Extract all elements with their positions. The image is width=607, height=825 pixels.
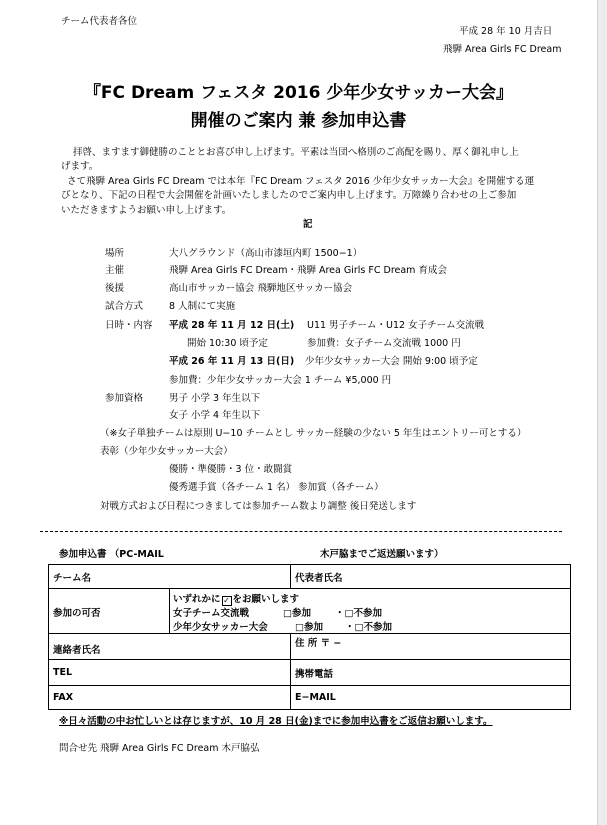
fax-label: FAX — [53, 692, 74, 703]
intro-line: びとなり、下記の日程で大会開催を計画いたしましたのでご案内申し上げます。万障繰り合わせの上ご参加 — [61, 190, 517, 201]
tel-label: TEL — [53, 667, 73, 678]
schedule-label: 日時・内容 — [105, 320, 153, 331]
email-field[interactable] — [291, 686, 571, 710]
document-subtitle: 開催のご案内 兼 参加申込書 — [190, 111, 407, 131]
tournament-label: 少年少女サッカー大会 — [173, 622, 268, 633]
rep-name-label: 代表者氏名 — [295, 572, 343, 584]
participation-label: 参加の可否 — [53, 608, 101, 619]
day2-fee: 参加費：少年少女サッカー大会 1 チーム ¥5,000 円 — [169, 375, 392, 386]
form-heading-return: 木戸脇までご返送願います） — [320, 549, 444, 560]
place-value: 大八グラウンド（高山市漆垣内町 1500−1） — [169, 248, 363, 259]
support-label: 後援 — [105, 283, 125, 294]
tournament-decline-checkbox[interactable]: ・□不参加 — [345, 622, 392, 633]
intro-line: いただきますようお願い申し上げます。 — [61, 205, 232, 216]
qualification-boys: 男子 小学 3 年生以下 — [169, 393, 261, 404]
fax-field[interactable] — [49, 686, 291, 710]
day1-start: 開始 10:30 頃予定 — [187, 338, 268, 349]
qualification-girls: 女子 小学 4 年生以下 — [169, 410, 261, 421]
team-name-label: チーム名 — [53, 572, 92, 584]
ki-mark: 記 — [303, 219, 313, 230]
inquiry-contact: 問合せ先 飛騨 Area Girls FC Dream 木戸脇弘 — [59, 743, 260, 754]
support-value: 高山市サッカー協会 飛騨地区サッカー協会 — [169, 283, 353, 294]
contact-name-field[interactable] — [49, 634, 291, 660]
award-label: 表彰（少年少女サッカー大会） — [100, 446, 233, 457]
email-label: E−MAIL — [295, 692, 336, 703]
format-label: 試合方式 — [105, 301, 144, 312]
intro-line: 拝啓、ますます御健勝のこととお喜び申し上げます。平素は当団へ格別のご高配を賜り、厚く御礼申し上 — [73, 147, 519, 158]
cut-line — [40, 531, 562, 532]
girls-match-decline-checkbox[interactable]: ・□不参加 — [335, 608, 382, 619]
girls-match-label: 女子チーム交流戦 — [173, 608, 250, 619]
tel-field[interactable] — [49, 660, 291, 686]
mobile-field[interactable] — [291, 660, 571, 686]
qualification-note: （※女子単独チームは原則 U−10 チームとし サッカー経験の少ない 5 年生はエントリー可とする） — [100, 428, 527, 439]
window-edge — [598, 0, 607, 825]
day1-content: U11 男子チーム・U12 女子チーム交流戦 — [307, 320, 485, 331]
check-box-icon: ✓ — [223, 596, 230, 605]
participation-row — [49, 589, 571, 634]
application-form — [48, 564, 571, 710]
issue-date: 平成 28 年 10 月吉日 — [459, 26, 553, 37]
address-label: 住 所 〒 − — [295, 638, 342, 649]
rep-name-field[interactable] — [291, 565, 571, 589]
addressee: チーム代表者各位 — [61, 16, 138, 27]
girls-match-attend-checkbox[interactable]: □参加 — [283, 608, 311, 619]
team-name-field[interactable] — [49, 565, 291, 589]
form-heading: 参加申込書 （PC-MAIL — [59, 549, 164, 560]
intro-line: さて飛騨 Area Girls FC Dream では本年『FC Dream フェスタ 2016 少年少女サッカー大会』を開催する運 — [67, 176, 535, 187]
intro-line: げます。 — [61, 161, 99, 172]
select-note: いずれかに ✓ をお願いします — [173, 594, 300, 605]
address-field[interactable] — [291, 634, 571, 660]
host-value: 飛騨 Area Girls FC Dream・飛騨 Area Girls FC Dream 育成会 — [169, 265, 447, 276]
mobile-label: 携帯電話 — [295, 668, 334, 680]
tournament-attend-checkbox[interactable]: □参加 — [295, 622, 323, 633]
deadline-note: ※日々活動の中お忙しいとは存じますが、10 月 28 日(金)までに参加申込書をご返信お願いします。 — [59, 716, 493, 727]
participation-divider — [169, 589, 170, 633]
award-line: 優勝・準優勝・3 位・敢闘賞 — [169, 464, 293, 475]
qualification-label: 参加資格 — [105, 393, 144, 404]
day1-fee: 参加費：女子チーム交流戦 1000 円 — [307, 338, 461, 349]
contact-name-label: 連絡者氏名 — [53, 645, 101, 656]
document-title: 『FC Dream フェスタ 2016 少年少女サッカー大会』 — [83, 83, 514, 103]
day2-date: 平成 26 年 11 月 13 日(日) — [169, 356, 295, 367]
format-value: 8 人制にて実施 — [169, 301, 236, 312]
day1-date: 平成 28 年 11 月 12 日(土) — [169, 320, 295, 331]
place-label: 場所 — [105, 248, 125, 259]
day2-content: 少年少女サッカー大会 開始 9:00 頃予定 — [305, 356, 478, 367]
organizer: 飛騨 Area Girls FC Dream — [443, 44, 562, 55]
closing-note: 対戦方式および日程につきましては参加チーム数より調整 後日発送します — [100, 501, 417, 512]
award-line: 優秀選手賞（各チーム 1 名） 参加賞（各チーム） — [169, 482, 384, 493]
host-label: 主催 — [105, 265, 125, 276]
